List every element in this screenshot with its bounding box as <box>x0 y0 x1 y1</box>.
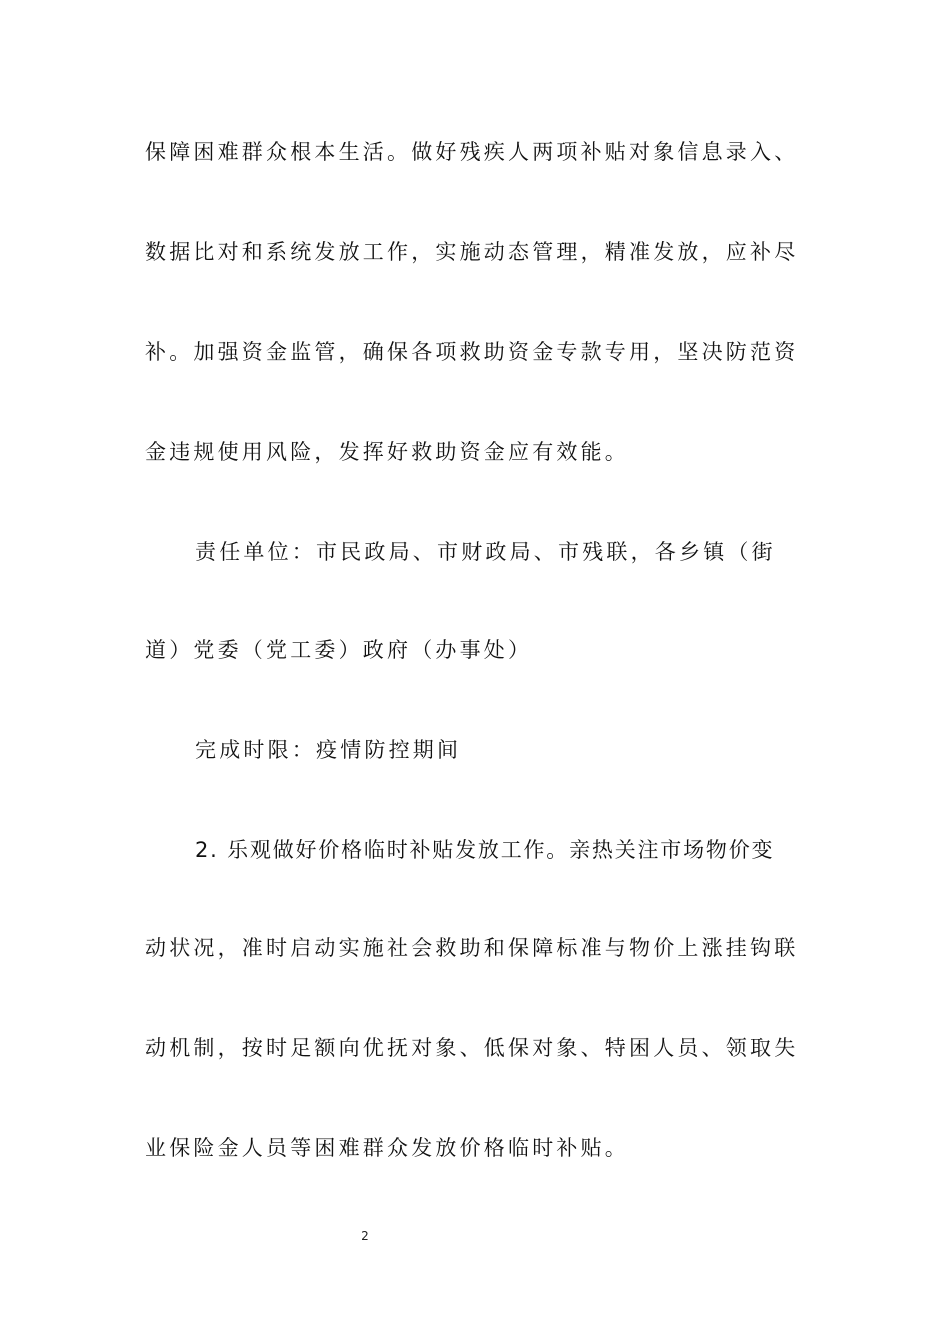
body-text-line-3: 补。加强资金监管，确保各项救助资金专款专用，坚决防范资 <box>145 340 799 364</box>
item-2-heading-line: 2. 乐观做好价格临时补贴发放工作。亲热关注市场物价变 <box>195 838 775 862</box>
body-text-line-11: 业保险金人员等困难群众发放价格临时补贴。 <box>145 1136 629 1160</box>
body-text-line-10: 动机制，按时足额向优抚对象、低保对象、特困人员、领取失 <box>145 1036 799 1060</box>
body-text-line-9: 动状况，准时启动实施社会救助和保障标准与物价上涨挂钩联 <box>145 936 799 960</box>
responsible-unit-line: 责任单位：市民政局、市财政局、市残联，各乡镇（街 <box>195 540 776 564</box>
completion-deadline-line: 完成时限：疫情防控期间 <box>195 738 462 762</box>
body-text-line-4: 金违规使用风险，发挥好救助资金应有效能。 <box>145 440 629 464</box>
responsible-unit-continuation: 道）党委（党工委）政府（办事处） <box>145 638 533 662</box>
page-number: 2 <box>361 1229 369 1243</box>
body-text-line-1: 保障困难群众根本生活。做好残疾人两项补贴对象信息录入、 <box>145 140 799 164</box>
body-text-line-2: 数据比对和系统发放工作，实施动态管理，精准发放，应补尽 <box>145 240 799 264</box>
